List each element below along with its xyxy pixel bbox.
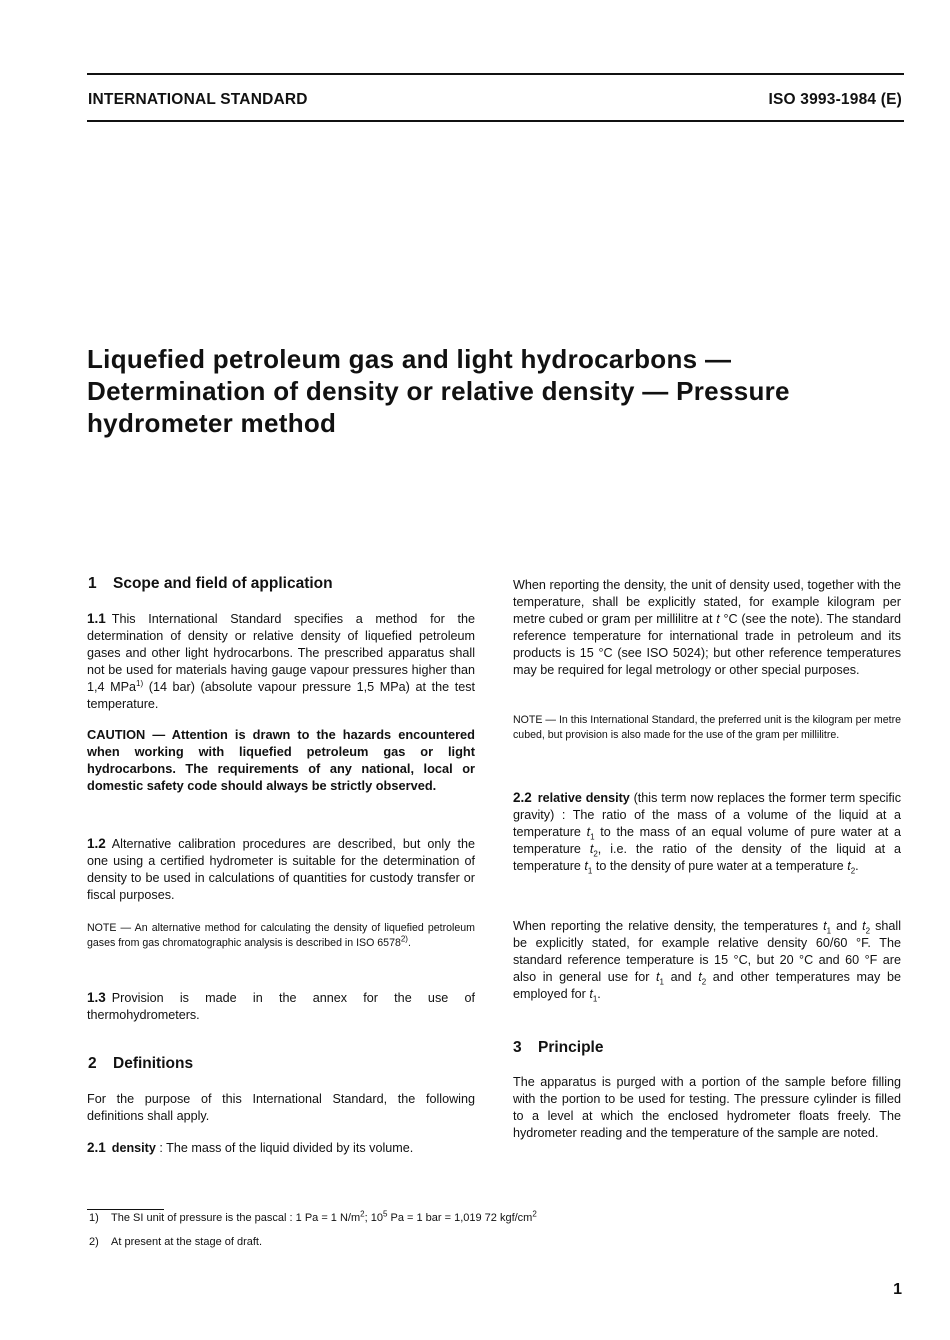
page-number: 1: [893, 1281, 902, 1298]
section-3-heading: [513, 1039, 603, 1057]
superscript: 5: [382, 1209, 388, 1219]
variable-t: t: [716, 611, 720, 626]
top-rule: [87, 73, 904, 75]
density-reporting-paragraph: [513, 577, 901, 678]
subscript: 1: [826, 926, 832, 936]
header-rule: [87, 120, 904, 122]
variable-t: t: [584, 858, 588, 873]
footnote-text: At present at the stage of draft.: [111, 1236, 263, 1248]
superscript: 2: [532, 1209, 537, 1219]
subscript: 1: [592, 994, 598, 1004]
subscript: 2: [865, 926, 871, 936]
definitions-intro-text: For the purpose of this International Standard, the following definitions shall apply.: [87, 1092, 475, 1123]
principle-text: The apparatus is purged with a portion of the sample before filling with the portion to be used for testing. The pressure cylinder is filled to a level at which the enclosed hydrometer floats freely. The hydrometer reading and the temperature of the sample are noted.: [513, 1075, 901, 1140]
clause-2-2: [513, 790, 901, 875]
header-standard-number: ISO 3993-1984 (E): [768, 91, 902, 108]
variable-t: t: [586, 824, 591, 839]
variable-t: t: [656, 969, 660, 984]
paragraph-text: and other temperatures may be employed for: [513, 969, 901, 1001]
clause-1-3: [87, 990, 475, 1024]
section-number: 1: [88, 575, 97, 592]
definition-text: to the mass of an equal volume of pure water at a temperature: [513, 824, 901, 856]
footnote-key: 1): [89, 1212, 99, 1224]
clause-text: Provision is made in the annex for the use of thermohydrometers.: [87, 991, 475, 1022]
header-standard-type: INTERNATIONAL STANDARD: [88, 91, 308, 108]
clause-text-cont: (14 bar) (absolute vapour pressure 1,5 MPa) at the test temperature.: [87, 679, 475, 711]
paragraph-text: When reporting the relative density, the temperatures: [513, 919, 824, 933]
subscript: 1: [587, 866, 593, 876]
footnote-ref[interactable]: 2): [400, 933, 408, 943]
clause-2-1: [87, 1140, 475, 1157]
paragraph-text-cont: °C (see the note). The standard reference temperature for international trade in petroleum and its products is 15 °C (see ISO 5024); but other reference temperatures may be required for legal metrology or other special purposes.: [513, 611, 901, 677]
subscript: 1: [590, 832, 595, 842]
clause-text: Alternative calibration procedures are described, but only the one using a certified hydrometer is suitable for the determination of density to be used in calculations of quantities for custody transfer or fiscal purposes.: [87, 837, 475, 902]
variable-t: t: [862, 919, 866, 933]
footnote-rule: [87, 1209, 164, 1210]
clause-number: 1.1: [87, 611, 106, 626]
variable-t: t: [847, 858, 851, 873]
note-end: .: [407, 936, 411, 949]
section-2-heading: [88, 1055, 193, 1073]
definition-text: (this term now replaces the former term specific gravity) : The ratio of the mass of a volume of the liquid at a temperature: [513, 791, 902, 839]
principle-paragraph: [513, 1074, 901, 1142]
subscript: 2: [701, 977, 707, 987]
document-title: Liquefied petroleum gas and light hydrocarbons — Determination of density or relative density — Pressure hydrometer method: [87, 344, 790, 438]
footnote-text: Pa = 1 bar = 1,019 72 kgf/cm: [387, 1212, 533, 1224]
clause-number: 2.2: [513, 790, 532, 805]
clause-1-1: [87, 611, 475, 712]
variable-t: t: [589, 841, 594, 856]
clause-number: 1.2: [87, 836, 106, 851]
section-1-heading: [88, 575, 333, 593]
note-text: NOTE — An alternative method for calculating the density of liquefied petroleum gases from gas chromatographic analysis is described in ISO 6578: [87, 922, 475, 949]
section-title: Principle: [538, 1039, 604, 1056]
paragraph-text: .: [597, 986, 601, 1001]
section-number: 3: [513, 1039, 522, 1056]
paragraph-text: shall be explicitly stated, for example relative density 60/60 °F. The standard reference temperature is 15 °C, but 20 °C and 60 °F are also in general use for: [513, 919, 902, 984]
caution-text: CAUTION — Attention is drawn to the hazards encountered when working with liquefied petroleum gas or light hydrocarbons. The requirements of any national, local or domestic safety code should always be strictly observed.: [87, 727, 475, 793]
variable-t: t: [589, 986, 593, 1001]
section-title: Definitions: [113, 1055, 194, 1072]
clause-text: This International Standard specifies a method for the determination of density or relative density of liquefied petroleum gases and other light hydrocarbons. The prescribed apparatus shall not be used for materials having gauge vapour pressures higher than 1,4 MPa: [87, 612, 475, 694]
clause-1-2: [87, 836, 475, 904]
section-title: Scope and field of application: [113, 575, 333, 592]
subscript: 2: [593, 849, 598, 859]
definition-text: , i.e. the ratio of the density of the liquid at a temperature: [513, 841, 901, 873]
variable-t: t: [823, 919, 827, 933]
definition-text: : The mass of the liquid divided by its volume.: [155, 1141, 414, 1155]
definitions-intro: [87, 1091, 475, 1125]
note-text: NOTE — In this International Standard, the preferred unit is the kilogram per metre cubed, but provision is also made for the use of the gram per millilitre.: [513, 714, 901, 741]
relative-density-reporting-paragraph: [513, 918, 901, 1003]
superscript: 2: [360, 1209, 365, 1219]
clause-number: 1.3: [87, 990, 106, 1005]
note-1: [87, 921, 475, 950]
subscript: 2: [850, 866, 856, 876]
note-2: [513, 713, 901, 742]
variable-t: t: [698, 969, 702, 984]
subscript: 1: [659, 977, 664, 987]
clause-number: 2.1: [87, 1140, 106, 1155]
footnote-key: 2): [89, 1236, 99, 1248]
defined-term: relative density: [537, 791, 630, 805]
paragraph-text: and: [831, 919, 863, 933]
definition-text: to the density of pure water at a temperature: [592, 858, 848, 873]
paragraph-text: When reporting the density, the unit of density used, together with the temperature, shall be explicitly stated, for example kilogram per metre cubed or gram per millilitre at: [513, 578, 901, 626]
footnote-2: [89, 1236, 262, 1248]
defined-term: density: [111, 1141, 156, 1155]
footnote-1: [89, 1209, 537, 1224]
paragraph-text: and: [663, 969, 699, 984]
caution-notice: [87, 727, 475, 795]
section-number: 2: [88, 1055, 97, 1072]
footnote-ref[interactable]: 1): [136, 678, 144, 688]
definition-text: .: [855, 858, 859, 873]
footnote-text: The SI unit of pressure is the pascal : 1 Pa = 1 N/m: [111, 1212, 361, 1224]
footnote-text: ; 10: [364, 1212, 383, 1224]
